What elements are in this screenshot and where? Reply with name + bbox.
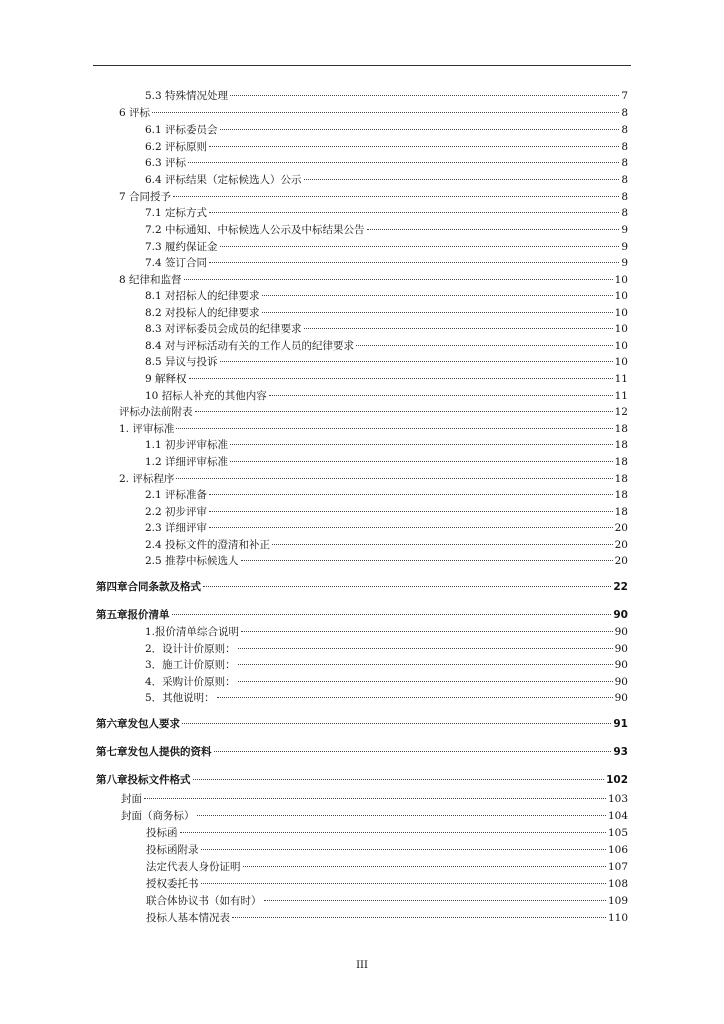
toc-page-number: 90 xyxy=(613,609,628,621)
toc-label: 第八章投标文件格式 xyxy=(96,774,191,786)
toc-leader-dots xyxy=(232,917,606,918)
toc-page-number: 9 xyxy=(621,257,628,269)
toc-page-number: 90 xyxy=(614,643,628,655)
toc-page-number: 108 xyxy=(607,878,628,890)
toc-leader-dots xyxy=(188,162,619,163)
toc-label: 2.1 评标准备 xyxy=(145,489,208,501)
toc-entry[interactable] xyxy=(145,389,628,403)
toc-page-number: 90 xyxy=(614,659,628,671)
toc-leader-dots xyxy=(144,798,606,799)
toc-leader-dots xyxy=(182,723,611,724)
toc-label: 5.3 特殊情况处理 xyxy=(145,90,229,102)
toc-label: 9 解释权 xyxy=(145,373,187,385)
toc-entry[interactable] xyxy=(145,240,628,254)
toc-leader-dots xyxy=(220,361,613,362)
toc-leader-dots xyxy=(197,815,606,816)
toc-label: 封面（商务标） xyxy=(121,810,195,822)
toc-entry[interactable] xyxy=(146,877,628,891)
toc-page-number: 90 xyxy=(614,626,628,638)
toc-page-number: 10 xyxy=(614,356,628,368)
toc-leader-dots xyxy=(262,312,613,313)
toc-label: 2．设计计价原则： xyxy=(145,643,236,655)
toc-page-number: 20 xyxy=(614,539,628,551)
toc-page-number: 8 xyxy=(621,174,628,186)
toc-label: 评标办法前附表 xyxy=(119,406,193,418)
toc-leader-dots xyxy=(367,229,620,230)
toc-leader-dots xyxy=(189,378,613,379)
toc-label: 8.2 对投标人的纪律要求 xyxy=(145,307,260,319)
toc-label: 第五章报价清单 xyxy=(96,609,170,621)
toc-entry[interactable] xyxy=(146,826,628,840)
toc-leader-dots xyxy=(209,527,613,528)
toc-chapter-entry[interactable] xyxy=(96,608,628,622)
toc-leader-dots xyxy=(220,129,620,130)
toc-label: 投标人基本情况表 xyxy=(146,912,230,924)
toc-leader-dots xyxy=(304,179,620,180)
toc-entry[interactable] xyxy=(145,488,628,502)
toc-label: 封面 xyxy=(121,793,142,805)
toc-entry[interactable] xyxy=(145,625,628,639)
toc-leader-dots xyxy=(241,560,613,561)
toc-label: 10 招标人补充的其他内容 xyxy=(145,390,267,402)
toc-leader-dots xyxy=(230,444,613,445)
toc-leader-dots xyxy=(152,112,619,113)
toc-entry[interactable] xyxy=(145,438,628,452)
toc-leader-dots xyxy=(304,328,613,329)
toc-entry[interactable] xyxy=(145,256,628,270)
toc-entry[interactable] xyxy=(119,273,628,287)
toc-leader-dots xyxy=(241,631,613,632)
toc-leader-dots xyxy=(201,883,606,884)
toc-page-number: 8 xyxy=(621,107,628,119)
toc-entry[interactable] xyxy=(119,190,628,204)
toc-label: 第六章发包人要求 xyxy=(96,718,180,730)
toc-label: 8.5 异议与投诉 xyxy=(145,356,218,368)
toc-label: 2.4 投标文件的澄清和补正 xyxy=(145,539,271,551)
toc-entry[interactable] xyxy=(145,355,628,369)
toc-page-number: 10 xyxy=(614,274,628,286)
toc-page-number: 11 xyxy=(614,390,628,402)
toc-leader-dots xyxy=(238,664,613,665)
toc-label: 6.3 评标 xyxy=(145,157,187,169)
toc-label: 8 纪律和监督 xyxy=(119,274,182,286)
toc-entry[interactable] xyxy=(119,472,628,486)
toc-leader-dots xyxy=(269,395,613,396)
toc-label: 1.1 初步评审标准 xyxy=(145,439,229,451)
toc-leader-dots xyxy=(272,544,613,545)
toc-label: 4．采购计价原则： xyxy=(145,676,236,688)
toc-label: 2.2 初步评审 xyxy=(145,506,208,518)
toc-entry[interactable] xyxy=(119,106,628,120)
toc-label: 5．其他说明： xyxy=(145,692,215,704)
toc-leader-dots xyxy=(209,511,613,512)
toc-entry[interactable] xyxy=(145,206,628,220)
toc-label: 联合体协议书（如有时） xyxy=(146,895,262,907)
toc-leader-dots xyxy=(209,494,613,495)
toc-page-number: 105 xyxy=(607,827,628,839)
toc-leader-dots xyxy=(238,648,613,649)
toc-entry[interactable] xyxy=(145,554,628,568)
toc-entry[interactable] xyxy=(121,792,628,806)
toc-page-number: 8 xyxy=(621,157,628,169)
toc-label: 7.2 中标通知、中标候选人公示及中标结果公告 xyxy=(145,224,365,236)
toc-page-number: 12 xyxy=(614,406,628,418)
toc-leader-dots xyxy=(209,212,619,213)
toc-entry[interactable] xyxy=(145,173,628,187)
toc-page-number: 11 xyxy=(614,373,628,385)
toc-leader-dots xyxy=(230,95,619,96)
toc-page-number: 10 xyxy=(614,340,628,352)
toc-page-number: 18 xyxy=(614,489,628,501)
toc-entry[interactable] xyxy=(119,422,628,436)
toc-leader-dots xyxy=(217,697,613,698)
toc-leader-dots xyxy=(180,832,606,833)
toc-page-number: 20 xyxy=(614,555,628,567)
toc-page-number: 110 xyxy=(607,912,628,924)
toc-label: 投标函 xyxy=(146,827,178,839)
toc-label: 8.1 对招标人的纪律要求 xyxy=(145,290,260,302)
toc-entry[interactable] xyxy=(145,675,628,689)
toc-leader-dots xyxy=(209,146,619,147)
toc-entry[interactable] xyxy=(145,123,628,137)
toc-entry[interactable] xyxy=(145,289,628,303)
header-rule xyxy=(93,65,631,66)
toc-page-number: 18 xyxy=(614,506,628,518)
toc-page-number: 91 xyxy=(613,718,628,730)
toc-label: 8.3 对评标委员会成员的纪律要求 xyxy=(145,323,302,335)
toc-entry[interactable] xyxy=(145,538,628,552)
toc-page-number: 9 xyxy=(621,241,628,253)
toc-leader-dots xyxy=(176,478,612,479)
toc-page-number: 8 xyxy=(621,141,628,153)
toc-page-number: 90 xyxy=(614,676,628,688)
toc-label: 法定代表人身份证明 xyxy=(146,861,241,873)
toc-chapter-entry[interactable] xyxy=(96,717,628,731)
toc-leader-dots xyxy=(172,614,612,615)
toc-leader-dots xyxy=(264,900,606,901)
toc-label: 6.2 评标原则 xyxy=(145,141,208,153)
toc-label: 7.1 定标方式 xyxy=(145,207,208,219)
toc-leader-dots xyxy=(184,279,613,280)
toc-leader-dots xyxy=(195,411,613,412)
toc-label: 授权委托书 xyxy=(146,878,199,890)
toc-leader-dots xyxy=(201,849,606,850)
toc-page-number: 22 xyxy=(613,581,628,593)
toc-chapter-entry[interactable] xyxy=(96,745,628,759)
toc-leader-dots xyxy=(262,295,613,296)
toc-label: 1.报价清单综合说明 xyxy=(145,626,240,638)
toc-label: 7 合同授予 xyxy=(119,191,172,203)
toc-entry[interactable] xyxy=(145,455,628,469)
toc-label: 2.3 详细评审 xyxy=(145,522,208,534)
toc-entry[interactable] xyxy=(146,843,628,857)
toc-page-number: 102 xyxy=(606,774,628,786)
toc-entry[interactable] xyxy=(145,658,628,672)
toc-entry[interactable] xyxy=(145,505,628,519)
toc-label: 1.2 详细评审标准 xyxy=(145,456,229,468)
toc-label: 8.4 对与评标活动有关的工作人员的纪律要求 xyxy=(145,340,355,352)
toc-chapter-entry[interactable] xyxy=(96,773,628,787)
toc-page-number: 20 xyxy=(614,522,628,534)
toc-label: 6.1 评标委员会 xyxy=(145,124,218,136)
toc-entry[interactable] xyxy=(145,156,628,170)
toc-page-number: 8 xyxy=(621,124,628,136)
toc-entry[interactable] xyxy=(145,306,628,320)
toc-label: 7.3 履约保证金 xyxy=(145,241,218,253)
toc-page-number: 107 xyxy=(607,861,628,873)
toc-leader-dots xyxy=(176,428,612,429)
toc-label: 7.4 签订合同 xyxy=(145,257,208,269)
toc-entry[interactable] xyxy=(145,642,628,656)
toc-leader-dots xyxy=(209,262,619,263)
toc-page-number: 7 xyxy=(621,90,628,102)
toc-label: 第四章合同条款及格式 xyxy=(96,581,201,593)
toc-page-number: 8 xyxy=(621,191,628,203)
toc-entry[interactable] xyxy=(119,405,628,419)
toc-page-number: 10 xyxy=(614,290,628,302)
toc-entry[interactable] xyxy=(145,322,628,336)
toc-leader-dots xyxy=(238,681,613,682)
toc-entry[interactable] xyxy=(145,339,628,353)
toc-page-number: 18 xyxy=(614,456,628,468)
toc-leader-dots xyxy=(214,751,612,752)
toc-page-number: 10 xyxy=(614,307,628,319)
toc-label: 6.4 评标结果（定标候选人）公示 xyxy=(145,174,302,186)
page-number-footer: III xyxy=(356,960,368,971)
toc-label: 2. 评标程序 xyxy=(119,473,175,485)
toc-entry[interactable] xyxy=(146,894,628,908)
toc-page-number: 104 xyxy=(607,810,628,822)
toc-page-number: 9 xyxy=(621,224,628,236)
toc-page-number: 106 xyxy=(607,844,628,856)
toc-leader-dots xyxy=(203,586,611,587)
toc-page-number: 18 xyxy=(614,439,628,451)
toc-label: 3．施工计价原则： xyxy=(145,659,236,671)
toc-entry[interactable] xyxy=(145,372,628,386)
toc-entry[interactable] xyxy=(145,89,628,103)
toc-label: 1. 评审标准 xyxy=(119,423,175,435)
toc-page-number: 109 xyxy=(607,895,628,907)
toc-page-number: 10 xyxy=(614,323,628,335)
toc-page-number: 90 xyxy=(614,692,628,704)
toc-entry[interactable] xyxy=(121,809,628,823)
toc-entry[interactable] xyxy=(145,140,628,154)
toc-entry[interactable] xyxy=(146,860,628,874)
toc-label: 2.5 推荐中标候选人 xyxy=(145,555,239,567)
toc-label: 6 评标 xyxy=(119,107,151,119)
toc-page-number: 18 xyxy=(614,473,628,485)
toc-entry[interactable] xyxy=(145,223,628,237)
toc-page-number: 18 xyxy=(614,423,628,435)
toc-leader-dots xyxy=(243,866,606,867)
toc-page-number: 8 xyxy=(621,207,628,219)
toc-leader-dots xyxy=(356,345,613,346)
toc-chapter-entry[interactable] xyxy=(96,580,628,594)
toc-page-number: 93 xyxy=(613,746,628,758)
toc-entry[interactable] xyxy=(145,691,628,705)
toc-page-number: 103 xyxy=(607,793,628,805)
toc-leader-dots xyxy=(220,246,620,247)
toc-leader-dots xyxy=(193,779,605,780)
toc-entry[interactable] xyxy=(145,521,628,535)
toc-entry[interactable] xyxy=(146,911,628,925)
toc-leader-dots xyxy=(173,196,619,197)
toc-label: 第七章发包人提供的资料 xyxy=(96,746,212,758)
toc-leader-dots xyxy=(230,461,613,462)
toc-label: 投标函附录 xyxy=(146,844,199,856)
